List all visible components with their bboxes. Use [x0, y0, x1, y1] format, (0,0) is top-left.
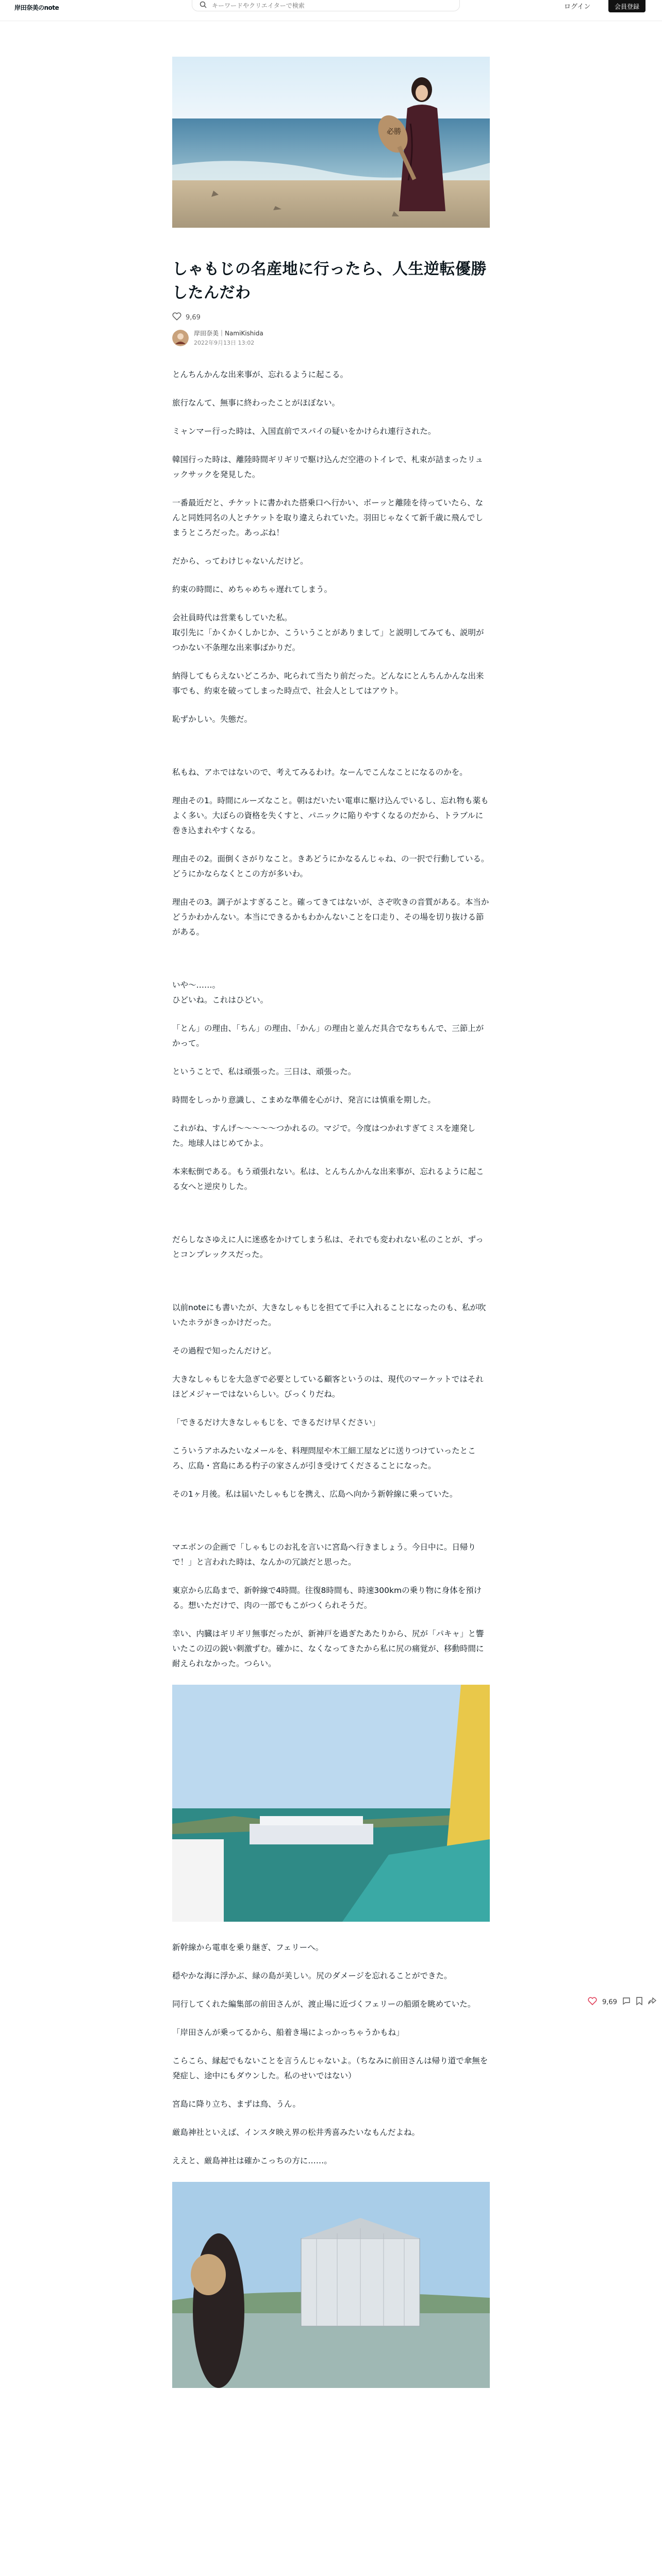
paragraph: 「岸田さんが乗ってるから、船着き場によっかっちゃうかもね」 [172, 2028, 404, 2037]
heart-icon[interactable] [172, 312, 181, 323]
heart-icon[interactable] [588, 1997, 597, 2007]
paragraph: 「とん」の理由、「ちん」の理由、「かん」の理由と並んだ具合でなちもんで、三節上がかって。 [172, 1024, 484, 1048]
ferry-photo [172, 1685, 490, 1922]
search-icon [200, 1, 207, 10]
paragraph: 同行してくれた編集部の前田さんが、渡止場に近づくフェリーの船頭を眺めていた。 [172, 1999, 476, 2009]
paragraph: 宮島に降り立ち、まずは鳥、うん。 [172, 2099, 301, 2109]
article-title: しゃもじの名産地に行ったら、人生逆転優勝したんだわ [172, 260, 487, 302]
paragraph: とんちんかんな出来事が、忘れるように起こる。 [172, 370, 349, 379]
shrine-photo [172, 2182, 490, 2388]
paragraph: こういうアホみたいなメールを、料理問屋や木工細工屋などに送りつけていったところ、広島・宮島にある杓子の家さんが引き受けてくださることになった。 [172, 1446, 476, 1470]
paragraph: 「できるだけ大きなしゃもじを、できるだけ早ください」 [172, 1418, 380, 1427]
paragraph: 会社員時代は営業もしていた私。 取引先に「かくかくしかじか、こういうことがありまして」と説明してみても、説明がつかない不条理な出来事ばかりだ。 [172, 613, 484, 652]
paragraph: 私もね、アホではないので、考えてみるわけ。なーんでこんなことになるのかを。 [172, 768, 468, 777]
paragraph: だらしなさゆえに人に迷惑をかけてしまう私は、それでも変われない私のことが、ずっとコンプレックスだった。 [172, 1235, 484, 1259]
paragraph: ええと、厳島神社は確かこっちの方に……。 [172, 2156, 332, 2165]
side-actions [588, 1997, 656, 2007]
paragraph: いや〜……。 ひどいね。これはひどい。 [172, 980, 269, 1005]
signup-button[interactable]: 会員登録 [608, 0, 646, 12]
paragraph: 穏やかな海に浮かぶ、緑の島が美しい。尻のダメージを忘れることができた。 [172, 1971, 452, 1980]
paragraph: 韓国行った時は、離陸時間ギリギリで駆け込んだ空港のトイレで、札束が詰まったリュックサックを発見した。 [172, 455, 483, 479]
paragraph: 時間をしっかり意識し、こまめな準備を心がけ、発言には慎重を期した。 [172, 1095, 436, 1105]
paragraph: ということで、私は頑張った。三日は、頑張った。 [172, 1067, 356, 1076]
paragraph: 恥ずかしい。失態だ。 [172, 715, 253, 724]
search-box[interactable] [192, 0, 460, 11]
article-body [172, 367, 490, 2388]
login-link[interactable]: ログイン [564, 3, 591, 11]
paragraph: 東京から広島まで、新幹線で4時間。往復8時間も、時速300kmの乗り物に身体を預ける。想いただけで、肉の一部でもこがつくられそうだ。 [172, 1586, 482, 1610]
paragraph: 大きなしゃもじを大急ぎで必要としている顧客というのは、現代のマーケットではそれほどメジャーではないらしい。びっくりだね。 [172, 1375, 484, 1399]
paragraph: その過程で知ったんだけど。 [172, 1346, 276, 1355]
paragraph: 理由その3。調子がよすぎること。確ってきてはないが、さぞ吹きの音質がある。本当かどうかわかんない。本当にできるかもわかんないことを口走り、その場を切り抜ける節がある。 [172, 897, 489, 937]
paragraph: だから、ってわけじゃないんだけど。 [172, 556, 308, 566]
paragraph: 厳島神社といえば、インスタ映え界の松井秀喜みたいなもんだよね。 [172, 2128, 420, 2137]
site-logo[interactable] [14, 3, 59, 12]
comment-icon[interactable] [622, 1997, 631, 2007]
bookmark-icon[interactable] [636, 1997, 643, 2007]
share-icon[interactable] [648, 1997, 656, 2007]
paragraph: 幸い、内臓はギリギリ無事だったが、新神戸を過ぎたあたりから、尻が「パキャ」と響いたこの辺の鋭い刺激ずむ。確かに、なくなってきたから私に尻の痛覚が、移動時間に耐えられなかった。つらい。 [172, 1629, 484, 1668]
side-like-count: 9,69 [602, 1998, 617, 2006]
paragraph: 理由その2。面倒くさがりなこと。きあどうにかなるんじゃね、の一択で行動している。どうにかならなくとこの方が多いわ。 [172, 854, 489, 878]
paragraph: これがね、すんげ〜〜〜〜〜つかれるの。マジで。今度はつかれすぎてミスを連発した。地球人はじめてかよ。 [172, 1124, 476, 1148]
avatar[interactable] [172, 330, 189, 346]
like-area [172, 312, 490, 323]
author-name[interactable]: 岸田奈美｜NamiKishida [194, 330, 263, 337]
hero-image [172, 57, 490, 228]
paragraph: 旅行なんて、無事に終わったことがほぼない。 [172, 398, 340, 408]
search-input[interactable] [211, 2, 440, 10]
like-count: 9,69 [186, 313, 201, 321]
paragraph: こらこら、縁起でもないことを言うんじゃないよ。（ちなみに前田さんは帰り道で傘無を発症し、途中にもダウンした。私のせいではない） [172, 2056, 488, 2080]
paragraph: マエボンの企画で「しゃもじのお礼を言いに宮島へ行きましょう。今日中に。日帰りで！」と言われた時は、なんかの冗談だと思った。 [172, 1543, 476, 1567]
paragraph: ミャンマー行った時は、入国直前でスパイの疑いをかけられ連行された。 [172, 427, 436, 436]
svg-text:必勝: 必勝 [387, 128, 401, 136]
publish-date: 2022年9月13日 13:02 [194, 340, 255, 346]
paragraph: その1ヶ月後。私は届いたしゃもじを携え、広島へ向かう新幹線に乗っていた。 [172, 1489, 458, 1499]
paragraph: 理由その1。時間にルーズなこと。朝はだいたい電車に駆け込んでいるし、忘れ物も薬もよく多い。大ぼらの資格を失くすと、パニックに陥りやすくなるのだから、トラブルに巻き込まれやすくなる。 [172, 796, 489, 835]
top-navigation-bar [0, 0, 662, 21]
logo-prefix: 岸田奈美のnote [14, 4, 59, 11]
paragraph: 以前noteにも書いたが、大きなしゃもじを担てて手に入れることになったのも、私が吹いたホラがきっかけだった。 [172, 1303, 486, 1327]
paragraph: 約束の時間に、めちゃめちゃ遅れてしまう。 [172, 585, 333, 594]
article [172, 57, 490, 2406]
paragraph: 本来転倒である。もう頑張れない。私は、とんちんかんな出来事が、忘れるように起こる女へと逆戻りした。 [172, 1167, 484, 1191]
author-info[interactable] [172, 329, 490, 347]
paragraph: 一番最近だと、チケットに書かれた搭乗口へ行かい、ボーッと離陸を待っていたら、なんと同姓同名の人とチケットを取り違えられていた。羽田じゃなくて新千歳に飛んでしまうところだった。あっぶね！ [172, 498, 484, 537]
paragraph: 納得してもらえないどころか、叱られて当たり前だった。どんなにとんちんかんな出来事でも、約束を破ってしまった時点で、社会人としてはアウト。 [172, 671, 484, 696]
paragraph: 新幹線から電車を乗り継ぎ、フェリーへ。 [172, 1943, 324, 1952]
